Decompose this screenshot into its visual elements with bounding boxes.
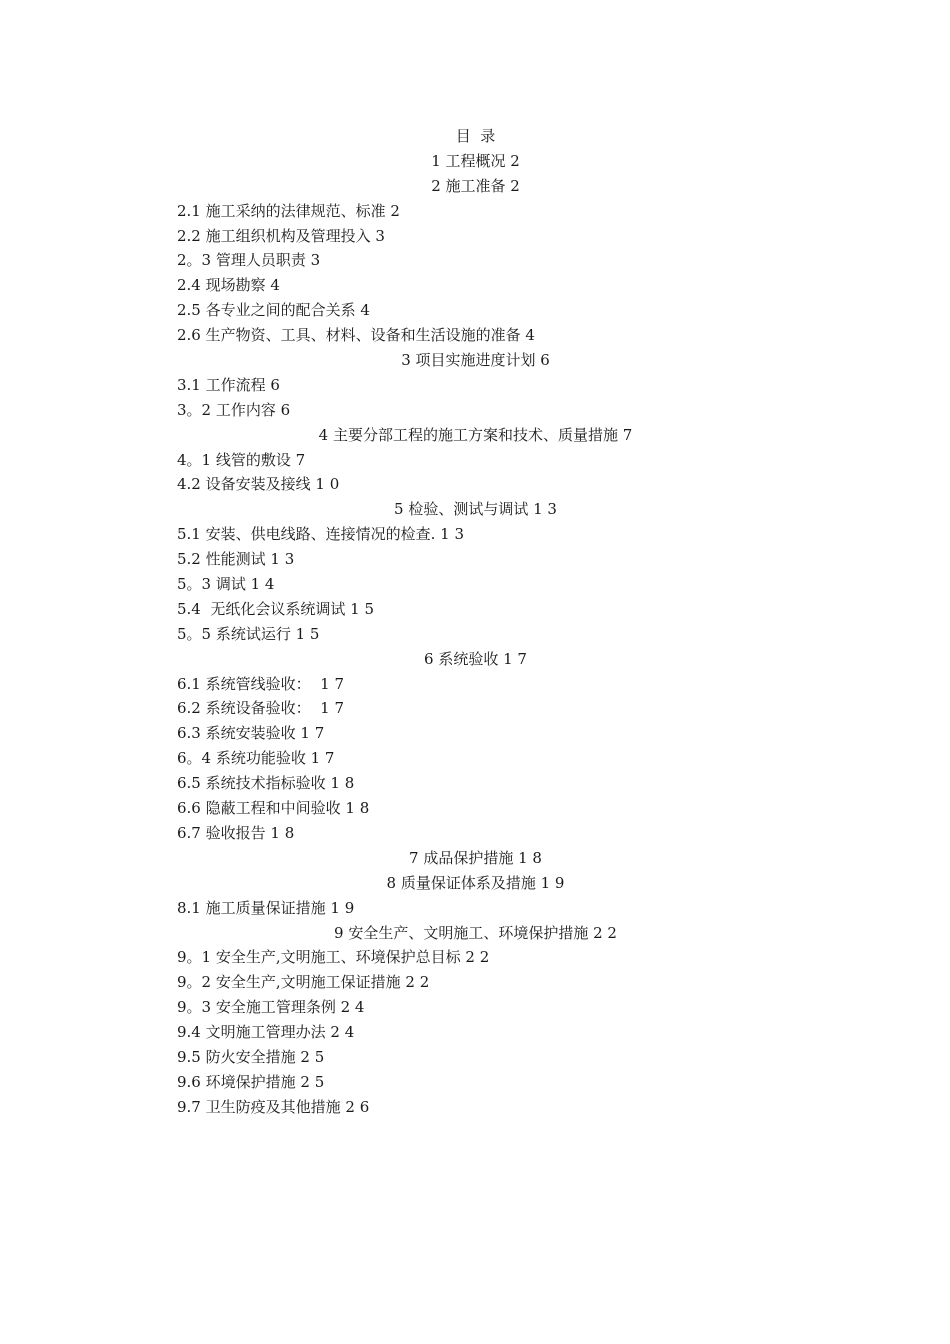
toc-section-entry: 3。2 工作内容 6 — [177, 400, 291, 419]
toc-section-entry: 5.4 无纸化会议系统调试 1 5 — [177, 599, 375, 618]
toc-section-entry: 2。3 管理人员职责 3 — [177, 251, 321, 270]
toc-section-entry: 6.5 系统技术指标验收 1 8 — [177, 774, 355, 793]
toc-chapter-entry: 7 成品保护措施 1 8 — [409, 848, 542, 867]
toc-section-entry: 2.5 各专业之间的配合关系 4 — [177, 301, 370, 320]
toc-section-entry: 9.4 文明施工管理办法 2 4 — [177, 1023, 355, 1042]
toc-section-entry: 5。3 调试 1 4 — [177, 575, 275, 594]
toc-section-entry: 3.1 工作流程 6 — [177, 375, 280, 394]
toc-section-entry: 6.7 验收报告 1 8 — [177, 823, 295, 842]
toc-chapter-entry: 4 主要分部工程的施工方案和技术、质量措施 7 — [318, 425, 633, 444]
toc-title: 目 录 — [455, 127, 496, 145]
toc-section-entry: 2.2 施工组织机构及管理投入 3 — [177, 226, 385, 245]
toc-chapter-entry: 8 质量保证体系及措施 1 9 — [386, 873, 565, 892]
toc-section-entry: 6。4 系统功能验收 1 7 — [177, 749, 335, 768]
toc-section-entry: 6.1 系统管线验收： 1 7 — [177, 674, 345, 693]
toc-section-entry: 2.6 生产物资、工具、材料、设备和生活设施的准备 4 — [177, 326, 535, 345]
toc-chapter-entry: 6 系统验收 1 7 — [424, 649, 527, 668]
toc-section-entry: 5.1 安装、供电线路、连接情况的检查. 1 3 — [177, 525, 465, 544]
toc-section-entry: 5。5 系统试运行 1 5 — [177, 624, 320, 643]
toc-entries — [177, 149, 774, 1120]
toc-section-entry: 6.6 隐蔽工程和中间验收 1 8 — [177, 799, 370, 818]
toc-section-entry: 9。3 安全施工管理条例 2 4 — [177, 998, 365, 1017]
toc-section-entry: 6.2 系统设备验收： 1 7 — [177, 699, 345, 718]
toc-section-entry: 9.7 卫生防疫及其他措施 2 6 — [177, 1097, 370, 1116]
toc-section-entry: 9。2 安全生产,文明施工保证措施 2 2 — [177, 973, 430, 992]
toc-chapter-entry: 9 安全生产、文明施工、环境保护措施 2 2 — [334, 923, 617, 942]
toc-section-entry: 4.2 设备安装及接线 1 0 — [177, 475, 340, 494]
toc-section-entry: 8.1 施工质量保证措施 1 9 — [177, 898, 355, 917]
toc-section-entry: 2.1 施工采纳的法律规范、标准 2 — [177, 201, 400, 220]
toc-chapter-entry: 5 检验、测试与调试 1 3 — [394, 500, 557, 519]
toc-chapter-entry: 2 施工准备 2 — [431, 176, 520, 195]
toc-section-entry: 9.5 防火安全措施 2 5 — [177, 1047, 325, 1066]
toc-chapter-entry: 3 项目实施进度计划 6 — [401, 351, 550, 370]
toc-section-entry: 9.6 环境保护措施 2 5 — [177, 1072, 325, 1091]
toc-chapter-entry: 1 工程概况 2 — [431, 151, 520, 170]
toc-section-entry: 6.3 系统安装验收 1 7 — [177, 724, 325, 743]
toc-section-entry: 5.2 性能测试 1 3 — [177, 550, 295, 569]
table-of-contents — [177, 124, 774, 1120]
toc-section-entry: 9。1 安全生产,文明施工、环境保护总目标 2 2 — [177, 948, 490, 967]
toc-section-entry: 2.4 现场勘察 4 — [177, 276, 280, 295]
toc-section-entry: 4。1 线管的敷设 7 — [177, 450, 306, 469]
